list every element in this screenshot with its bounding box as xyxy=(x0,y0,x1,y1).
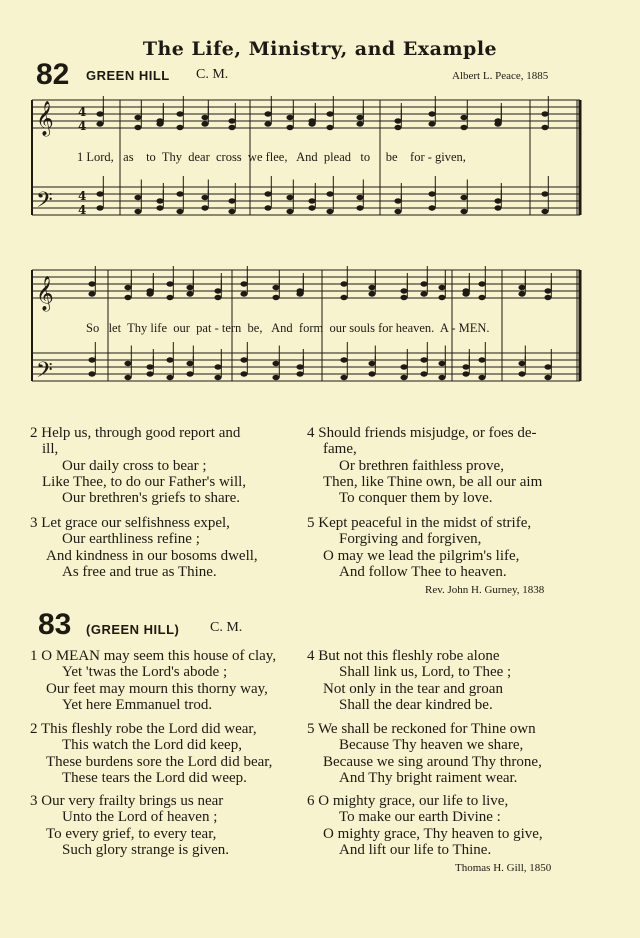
note-head xyxy=(394,125,401,130)
note-head xyxy=(146,371,153,376)
note-head xyxy=(96,191,103,196)
hymn-82-number: 82 xyxy=(36,58,70,91)
note-head xyxy=(166,281,173,286)
treble-clef-icon-2: 𝄞 xyxy=(36,276,54,311)
note-head xyxy=(176,125,183,130)
hymn-83-meter: C. M. xyxy=(210,620,243,635)
hymn-82-meter: C. M. xyxy=(196,67,229,82)
note-head xyxy=(134,195,141,200)
note-head xyxy=(264,121,271,126)
note-head xyxy=(156,121,163,126)
note-head xyxy=(88,371,95,376)
note-head xyxy=(124,361,131,366)
note-head xyxy=(394,198,401,203)
note-head xyxy=(264,111,271,116)
note-head xyxy=(166,357,173,362)
note-head xyxy=(326,209,333,214)
note-head xyxy=(544,375,551,380)
note-head xyxy=(462,371,469,376)
note-head xyxy=(124,375,131,380)
note-head xyxy=(176,191,183,196)
note-head xyxy=(186,291,193,296)
note-head xyxy=(478,357,485,362)
note-head xyxy=(420,281,427,286)
note-head xyxy=(240,357,247,362)
bass-clef-icon-2: 𝄢 xyxy=(36,358,53,388)
note-head xyxy=(166,375,173,380)
note-head xyxy=(286,125,293,130)
note-head xyxy=(296,291,303,296)
note-head xyxy=(88,291,95,296)
note-head xyxy=(541,111,548,116)
hymn-83-verse-6: 6 O mighty grace, our life to live, To make our earth Divine : O mighty grace, Thy heaven to give, And lift our life to Thine. xyxy=(307,793,543,858)
note-head xyxy=(146,291,153,296)
note-head xyxy=(394,209,401,214)
note-head xyxy=(494,121,501,126)
hymn-83-number: 83 xyxy=(38,608,72,641)
note-head xyxy=(156,205,163,210)
hymn-83-verse-5: 5 We shall be reckoned for Thine own Because Thy heaven we share, Because we sing around Thy throne, And Thy bright raiment wear. xyxy=(307,721,542,786)
note-head xyxy=(428,121,435,126)
note-head xyxy=(544,295,551,300)
note-head xyxy=(186,285,193,290)
note-head xyxy=(420,371,427,376)
note-head xyxy=(518,361,525,366)
note-head xyxy=(228,209,235,214)
time-signature: 4 xyxy=(78,105,87,119)
note-head xyxy=(400,364,407,369)
hymn-83-verse-4: 4 But not this fleshly robe alone Shall link us, Lord, to Thee ; Not only in the tear and groan Shall the dear kindred be. xyxy=(307,648,512,713)
note-head xyxy=(214,295,221,300)
note-head xyxy=(368,371,375,376)
note-head xyxy=(228,198,235,203)
note-head xyxy=(134,115,141,120)
note-head xyxy=(518,371,525,376)
note-head xyxy=(264,205,271,210)
note-head xyxy=(518,285,525,290)
hymn-82-verse-3: 3 Let grace our selfishness expel, Our earthliness refine ; And kindness in our bosoms dwell, As free and true as Thine. xyxy=(30,515,258,580)
hymn-82-lyrics-line-1: 1 Lord, as to Thy dear cross we flee, And plead to be for - given, xyxy=(77,150,466,164)
note-head xyxy=(478,295,485,300)
note-head xyxy=(286,115,293,120)
note-head xyxy=(186,371,193,376)
note-head xyxy=(96,111,103,116)
note-head xyxy=(326,125,333,130)
note-head xyxy=(308,205,315,210)
hymn-83-verse-2: 2 This fleshly robe the Lord did wear, This watch the Lord did keep, These burdens sore the Lord did bear, These tears the Lord did weep. xyxy=(30,721,273,786)
note-head xyxy=(494,198,501,203)
note-head xyxy=(308,121,315,126)
page-header: The Life, Ministry, and Example xyxy=(142,38,498,60)
svg-text:4: 4 xyxy=(78,203,87,217)
hymn-83-verse-3: 3 Our very frailty brings us near Unto the Lord of heaven ; To every grief, to every tear, Such glory strange is given. xyxy=(30,793,230,858)
note-head xyxy=(428,191,435,196)
note-head xyxy=(296,364,303,369)
svg-text:4: 4 xyxy=(78,119,87,133)
note-head xyxy=(124,285,131,290)
note-head xyxy=(438,375,445,380)
note-head xyxy=(176,209,183,214)
note-head xyxy=(228,118,235,123)
hymn-82-author: Rev. John H. Gurney, 1838 xyxy=(425,584,545,596)
note-head xyxy=(438,361,445,366)
note-head xyxy=(438,295,445,300)
note-head xyxy=(176,111,183,116)
hymn-83-author: Thomas H. Gill, 1850 xyxy=(455,862,552,874)
note-head xyxy=(356,195,363,200)
note-head xyxy=(88,281,95,286)
note-head xyxy=(96,121,103,126)
note-head xyxy=(146,364,153,369)
note-head xyxy=(368,361,375,366)
note-head xyxy=(201,121,208,126)
note-head xyxy=(356,121,363,126)
hymn-83-verse-1: 1 O MEAN may seem this house of clay, Yet 'twas the Lord's abode ; Our feet may mourn this thorny way, Yet here Emmanuel trod. xyxy=(30,648,277,713)
note-head xyxy=(420,291,427,296)
note-head xyxy=(356,115,363,120)
hymn-82-composer: Albert L. Peace, 1885 xyxy=(452,70,549,82)
note-head xyxy=(428,205,435,210)
note-head xyxy=(340,295,347,300)
note-head xyxy=(166,295,173,300)
treble-clef-icon: 𝄞 xyxy=(36,101,54,136)
hymn-82-verse-4: 4 Should friends misjudge, or foes de- fame, Or brethren faithless prove, Then, like Thine own, be all our aim To conquer them by love. xyxy=(307,425,543,507)
note-head xyxy=(368,291,375,296)
note-head xyxy=(460,125,467,130)
hymn-82-verse-5: 5 Kept peaceful in the midst of strife, Forgiving and forgiven, O may we lead the pilgrim's life, And follow Thee to heaven. xyxy=(307,515,532,580)
note-head xyxy=(478,375,485,380)
note-head xyxy=(214,364,221,369)
note-head xyxy=(356,205,363,210)
note-head xyxy=(428,111,435,116)
staff-lines xyxy=(32,100,580,381)
note-head xyxy=(494,205,501,210)
note-head xyxy=(134,209,141,214)
note-head xyxy=(214,288,221,293)
note-head xyxy=(201,195,208,200)
note-head xyxy=(400,375,407,380)
note-head xyxy=(134,125,141,130)
notes xyxy=(88,96,551,380)
note-head xyxy=(394,118,401,123)
hymn-82-tune: GREEN HILL xyxy=(86,68,170,83)
note-head xyxy=(541,209,548,214)
note-head xyxy=(340,357,347,362)
note-head xyxy=(240,371,247,376)
note-head xyxy=(544,364,551,369)
note-head xyxy=(156,198,163,203)
note-head xyxy=(201,205,208,210)
note-head xyxy=(462,364,469,369)
note-head xyxy=(400,295,407,300)
note-head xyxy=(96,205,103,210)
bass-clef-icon: 𝄢 xyxy=(36,188,53,218)
note-head xyxy=(201,115,208,120)
note-head xyxy=(400,288,407,293)
note-head xyxy=(286,195,293,200)
note-head xyxy=(124,295,131,300)
note-head xyxy=(478,281,485,286)
note-head xyxy=(340,375,347,380)
note-head xyxy=(368,285,375,290)
note-head xyxy=(186,361,193,366)
note-head xyxy=(462,291,469,296)
note-head xyxy=(326,191,333,196)
note-head xyxy=(214,375,221,380)
note-head xyxy=(518,291,525,296)
note-head xyxy=(272,375,279,380)
note-head xyxy=(326,111,333,116)
hymn-83-tune: (GREEN HILL) xyxy=(86,622,180,637)
note-head xyxy=(460,115,467,120)
note-head xyxy=(544,288,551,293)
hymn-82-lyrics-line-2: So let Thy life our pat - tern be, And form our souls for heaven. A - MEN. xyxy=(86,321,490,335)
note-head xyxy=(240,291,247,296)
note-head xyxy=(286,209,293,214)
note-head xyxy=(308,198,315,203)
note-head xyxy=(88,357,95,362)
note-head xyxy=(296,371,303,376)
svg-text:4: 4 xyxy=(78,189,87,203)
note-head xyxy=(272,285,279,290)
note-head xyxy=(438,285,445,290)
note-head xyxy=(272,361,279,366)
note-head xyxy=(460,195,467,200)
note-head xyxy=(264,191,271,196)
note-head xyxy=(541,191,548,196)
hymn-82-verse-2: 2 Help us, through good report and ill, Our daily cross to bear ; Like Thee, to do our Father's will, Our brethren's griefs to share. xyxy=(30,425,247,507)
note-head xyxy=(240,281,247,286)
note-head xyxy=(272,295,279,300)
note-head xyxy=(460,209,467,214)
note-head xyxy=(228,125,235,130)
note-head xyxy=(541,125,548,130)
note-head xyxy=(340,281,347,286)
note-head xyxy=(420,357,427,362)
